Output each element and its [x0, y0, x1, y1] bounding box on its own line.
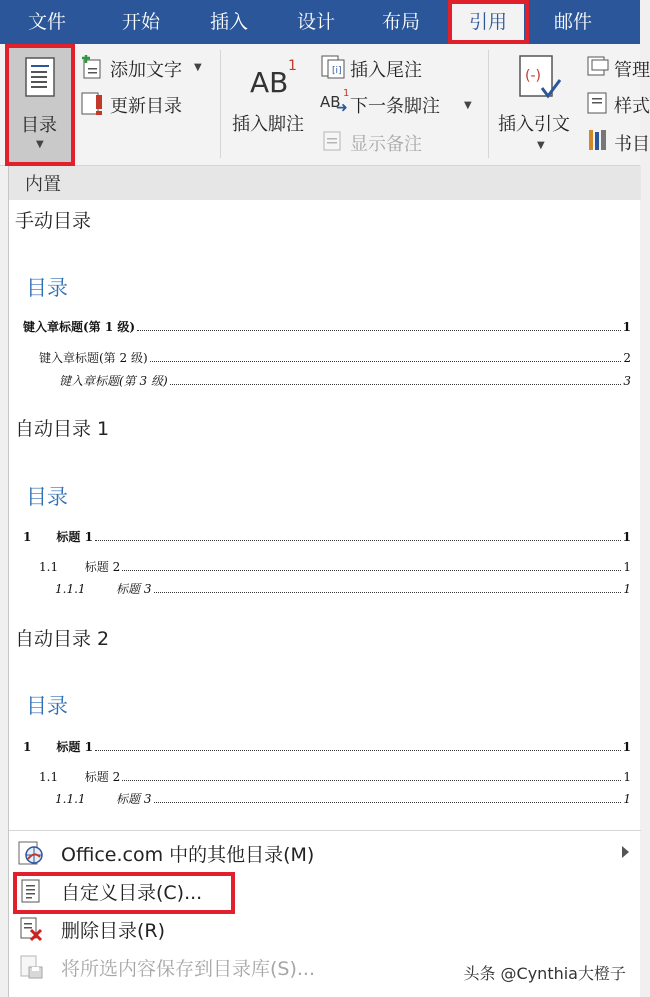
- remove-toc-icon: [17, 915, 45, 943]
- toc-preview-heading: 目录: [26, 485, 68, 509]
- toc-preview-line: 1.1.1 标题 3 1: [55, 792, 631, 806]
- next-footnote-ab: AB: [320, 93, 341, 111]
- manage-sources-label[interactable]: 管理: [614, 60, 650, 81]
- show-notes-icon: [322, 130, 344, 152]
- submenu-arrow-icon: [622, 846, 629, 858]
- tab-mailings[interactable]: 邮件: [553, 11, 592, 33]
- tab-file[interactable]: 文件: [27, 11, 66, 33]
- arrow-right-icon: ➜: [336, 100, 348, 116]
- tab-home[interactable]: 开始: [121, 11, 160, 33]
- next-footnote-sup: 1: [343, 88, 350, 99]
- section-title: 自动目录 1: [15, 418, 110, 440]
- update-toc-icon: [80, 91, 106, 117]
- ribbon-tab-bar: [0, 0, 640, 44]
- style-label[interactable]: 样式: [614, 96, 650, 117]
- insert-citation-icon: [516, 54, 564, 102]
- svg-text:[i]: [i]: [332, 66, 342, 76]
- tab-references[interactable]: 引用: [452, 3, 524, 41]
- references-tab-highlight: [448, 0, 529, 44]
- insert-citation-dropdown-icon[interactable]: ▼: [537, 140, 545, 151]
- tab-design[interactable]: 设计: [296, 11, 335, 33]
- add-text-label[interactable]: 添加文字: [110, 60, 182, 81]
- save-to-gallery-icon: [17, 953, 45, 981]
- tab-insert[interactable]: 插入: [209, 11, 248, 33]
- add-text-icon: [80, 56, 102, 80]
- update-toc-label[interactable]: 更新目录: [110, 96, 182, 117]
- more-toc-office-com[interactable]: [9, 834, 641, 872]
- svg-text:(-): (-): [525, 68, 541, 84]
- footnote-ab-glyph: AB: [250, 66, 289, 99]
- style-icon: [586, 91, 610, 115]
- tab-layout[interactable]: 布局: [381, 11, 420, 33]
- toc-preview-heading: 目录: [26, 694, 68, 718]
- bibliography-icon: [586, 128, 610, 152]
- footnote-sup-glyph: 1: [288, 58, 297, 74]
- insert-endnote-label[interactable]: 插入尾注: [350, 60, 422, 81]
- toc-preview-line: 1 标题 1 1: [23, 530, 631, 544]
- toc-preview-line: 键入章标题(第 3 级) 3: [59, 374, 631, 388]
- watermark: 头条 @Cynthia大橙子: [463, 964, 626, 983]
- section-title: 自动目录 2: [15, 628, 110, 650]
- ribbon: [0, 44, 650, 166]
- remove-toc-menu-item[interactable]: [9, 910, 641, 948]
- custom-toc-label: 自定义目录(C)...: [61, 882, 203, 904]
- toc-preview-line: 1.1.1 标题 3 1: [55, 582, 631, 596]
- toc-button-label: 目录: [21, 115, 57, 136]
- menu-divider: [9, 830, 641, 831]
- ribbon-separator: [488, 50, 489, 158]
- section-title: 手动目录: [15, 210, 92, 232]
- show-notes-label: 显示备注: [350, 134, 422, 155]
- toc-preview-line: 键入章标题(第 1 级) 1: [23, 320, 631, 334]
- insert-footnote-label[interactable]: 插入脚注: [232, 114, 304, 135]
- add-text-dropdown-icon[interactable]: ▼: [194, 62, 202, 73]
- insert-endnote-icon: [320, 54, 346, 78]
- remove-toc-label: 删除目录(R): [61, 920, 166, 942]
- custom-toc-highlight: [13, 872, 235, 914]
- manage-sources-icon: [586, 54, 610, 78]
- toc-button-highlight: [5, 44, 75, 166]
- builtin-header: [9, 166, 641, 200]
- toc-gallery-panel: [8, 166, 640, 997]
- bibliography-label[interactable]: 书目: [614, 134, 650, 155]
- toc-preview-line: 1.1 标题 2 1: [39, 770, 631, 784]
- builtin-header-label: 内置: [25, 174, 61, 195]
- toc-preview-heading: 目录: [26, 276, 68, 300]
- toc-preview-line: 1.1 标题 2 1: [39, 560, 631, 574]
- next-footnote-dropdown-icon[interactable]: ▼: [464, 100, 472, 111]
- more-toc-label: Office.com 中的其他目录(M): [61, 844, 315, 866]
- chevron-down-icon: ▼: [36, 139, 44, 150]
- toc-preview-line: 键入章标题(第 2 级) 2: [39, 351, 631, 365]
- save-selection-label: 将所选内容保存到目录库(S)...: [61, 958, 316, 980]
- toc-preview-line: 1 标题 1 1: [23, 740, 631, 754]
- insert-citation-label[interactable]: 插入引文: [498, 114, 570, 135]
- office-globe-icon: [17, 839, 45, 867]
- next-footnote-label[interactable]: 下一条脚注: [350, 96, 440, 117]
- ribbon-separator: [220, 50, 221, 158]
